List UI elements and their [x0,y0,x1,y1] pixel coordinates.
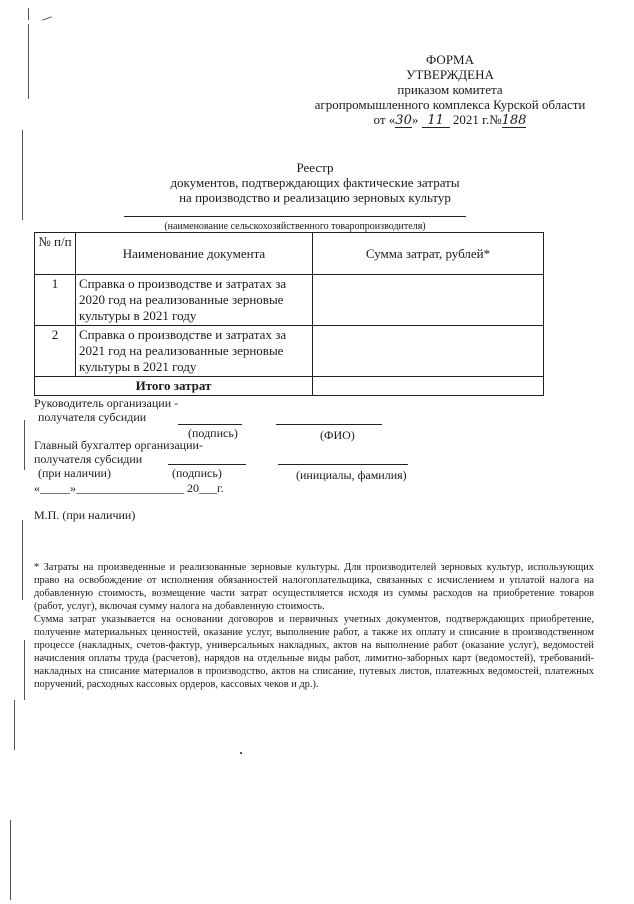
scan-mark [28,24,29,99]
handwritten-day: 30 [395,113,412,128]
table-row [35,275,544,326]
row-number: 1 [35,275,76,326]
table-header-row [35,233,544,275]
head-fio-line [276,424,382,425]
fio-hint: (ФИО) [320,428,355,442]
approval-date: от «30» 11 2021 г.№188 [373,112,527,128]
accountant-initials-line [278,464,408,465]
head-label-1: Руководитель организации - [34,396,179,410]
scan-mark [24,420,25,470]
scan-mark [22,520,23,600]
accountant-signature-line [168,464,246,465]
title-line: документов, подтверждающих фактические затраты [170,175,460,190]
title-line: Реестр [296,160,334,175]
handwritten-number: 188 [501,113,527,128]
committee-name: агропромышленного комплекса Курской области [314,97,586,112]
accountant-label-1: Главный бухгалтер организации- [34,438,203,452]
row-document: Справка о производстве и затратах за 2021 год на реализованные зерновые культуры в 2021 году [76,326,313,377]
signature-hint: (подпись) [188,426,238,440]
row-sum [313,275,544,326]
total-row [35,377,544,396]
scan-mark [42,16,52,20]
footnotes [34,561,594,691]
scan-mark [28,8,29,20]
registry-table [34,232,544,396]
seal-label: М.П. (при наличии) [34,508,136,522]
footnote-vat: * Затраты на произведенные и реализованные зерновые культуры. Для производителей зерновых культур, использующих право на освобождение от исполнения обязанностей налогоплательщика, связанных с исчислением и уплатой налога на добавленную стоимость, возмещение части затрат осуществляется исходя из суммы расходов на приобретение товаров (работ, услуг), включая сумму налога на добавленную стоимость. [34,562,594,612]
row-number: 2 [35,326,76,377]
title-line: на производство и реализацию зерновых культур [179,190,451,205]
accountant-label-2: получателя субсидии [34,452,143,466]
scan-mark [10,820,11,900]
organization-hint: (наименование сельскохозяйственного товаропроизводителя) [164,221,426,232]
form-label: ФОРМА [426,52,474,67]
total-label: Итого затрат [35,377,313,396]
header-document: Наименование документа [76,233,313,275]
header-number: № п/п [35,233,76,275]
approved-label: УТВЕРЖДЕНА [406,67,494,82]
footnote-documents: Сумма затрат указывается на основании договоров и первичных учетных документов, подтверждающих приобретение, получение материальных ценностей, оказание услуг, выполнение работ, а также их оплату и списание в производственном процессе (накладных, счетов-фактур, универсальных накладных, актов на выполнение работ (оказание услуг), ведомостей начисления оплаты труда (расчетов), нарядов на отдельные виды работ, лимитно-заборных карт (ведомостей), требований-накладных на списание материалов в производство, актов на списание, путевых листов, платежных ведомостей, платежных поручений, расходных кассовых ордеров, кассовых чеков и др.). [34,614,594,690]
accountant-label-3: (при наличии) [38,466,111,480]
head-label-2: получателя субсидии [38,410,147,424]
organization-name-line [124,216,466,217]
handwritten-month: 11 [422,115,450,128]
scan-mark [14,700,15,750]
total-sum [313,377,544,396]
head-signature-line [178,424,242,425]
scan-mark [22,130,23,220]
document-title [110,160,520,205]
row-document: Справка о производстве и затратах за 2020 год на реализованные зерновые культуры в 2021 году [76,275,313,326]
signature-date: «_____»__________________ 20___г. [34,481,224,495]
header-sum: Сумма затрат, рублей* [313,233,544,275]
row-sum [313,326,544,377]
initials-hint: (инициалы, фамилия) [296,468,407,482]
approval-block [300,52,600,128]
signature-hint: (подпись) [172,466,222,480]
table-row [35,326,544,377]
order-label: приказом комитета [397,82,503,97]
scan-mark [24,640,25,700]
scan-dot [240,752,242,754]
